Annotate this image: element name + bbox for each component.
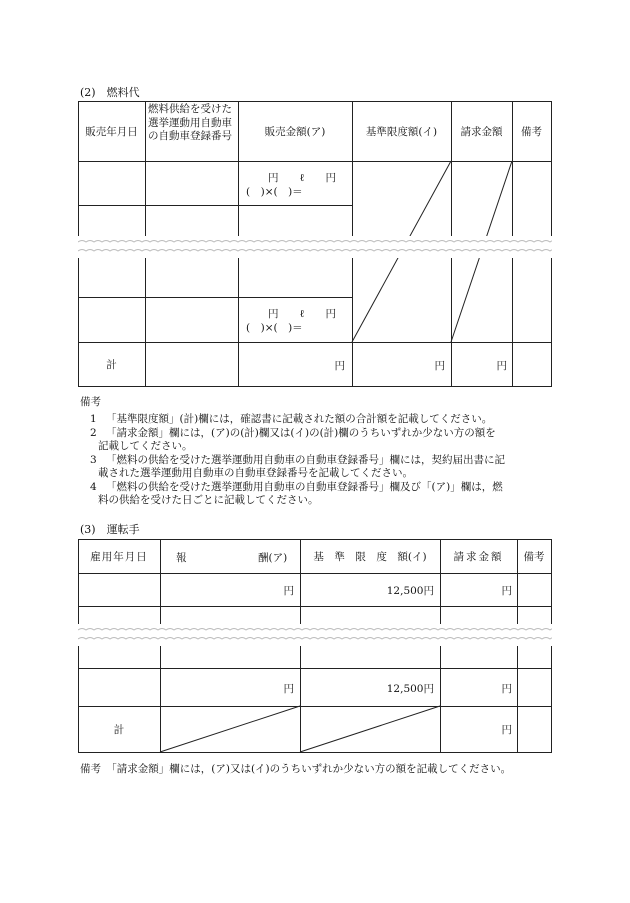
section-3-note: 備考 「請求金額」欄には，(ア)又は(イ)のうちいずれか少ない方の額を記載してください。 xyxy=(80,763,512,775)
header-remarks: 備考 xyxy=(521,125,542,138)
note-4-number: 4 xyxy=(90,481,97,493)
header-remuneration: 酬(ア) xyxy=(258,552,288,564)
table-break xyxy=(78,624,552,646)
header-limit-amount: 基 準 限 度 額(イ) xyxy=(313,550,427,563)
total-claim-yen: 円 xyxy=(501,724,512,736)
claim-yen: 円 xyxy=(501,683,512,695)
total-label: 計 xyxy=(106,358,117,371)
note-2-number: 2 xyxy=(90,427,97,439)
note-4-cont: 料の供給を受けた日ごとに記載してください。 xyxy=(98,494,319,506)
price-formula-unit: 円 ℓ 円 xyxy=(268,172,337,184)
header-remarks: 備考 xyxy=(523,550,545,563)
header-vehicle-number: 燃料供給を受けた選挙運動用自動車の自動車登録番号 xyxy=(148,103,232,142)
price-formula: ( )×( )＝ xyxy=(246,186,303,198)
header-claim-amount: 請求金額 xyxy=(453,550,504,563)
remuneration-yen: 円 xyxy=(283,683,294,695)
total-sales-yen: 円 xyxy=(334,360,345,372)
note-4-text: 「燃料の供給を受けた選挙運動用自動車の自動車登録番号」欄及び「(ア)」欄は，燃 xyxy=(106,481,503,493)
total-label: 計 xyxy=(113,723,125,736)
header-remuneration-label: 報 xyxy=(176,552,187,564)
limit-value: 12,500円 xyxy=(386,585,434,597)
header-claim-amount: 請求金額 xyxy=(460,125,503,138)
notes-title: 備考 xyxy=(80,396,101,408)
note-3-number: 3 xyxy=(90,454,97,466)
header-employment-date: 雇用年月日 xyxy=(90,550,148,563)
total-limit-yen: 円 xyxy=(434,360,445,372)
price-formula-unit: 円 ℓ 円 xyxy=(268,308,337,320)
section-3-title: (3) 運転手 xyxy=(80,523,140,536)
header-sales-amount: 販売金額(ア) xyxy=(264,125,326,138)
header-limit-amount: 基準限度額(イ) xyxy=(365,125,438,138)
limit-value: 12,500円 xyxy=(386,683,434,695)
header-sale-date: 販売年月日 xyxy=(85,125,138,138)
price-formula: ( )×( )＝ xyxy=(246,322,303,334)
note-2-text: 「請求金額」欄には，(ア)の(計)欄又は(イ)の(計)欄のうちいずれか少ない方の額を xyxy=(106,427,496,439)
claim-yen: 円 xyxy=(501,585,512,597)
section-2-title: (2) 燃料代 xyxy=(80,86,140,99)
note-3-cont: 載された選挙運動用自動車の自動車登録番号を記載してください。 xyxy=(98,467,413,479)
note-1-number: 1 xyxy=(90,413,97,425)
note-3-text: 「燃料の供給を受けた選挙運動用自動車の自動車登録番号」欄には，契約届出書に記 xyxy=(106,454,505,466)
remuneration-yen: 円 xyxy=(283,585,294,597)
total-claim-yen: 円 xyxy=(496,360,507,372)
note-1-text: 「基準限度額」(計)欄には，確認書に記載された額の合計額を記載してください。 xyxy=(106,413,493,425)
note-2-cont: 記載してください。 xyxy=(98,440,193,452)
